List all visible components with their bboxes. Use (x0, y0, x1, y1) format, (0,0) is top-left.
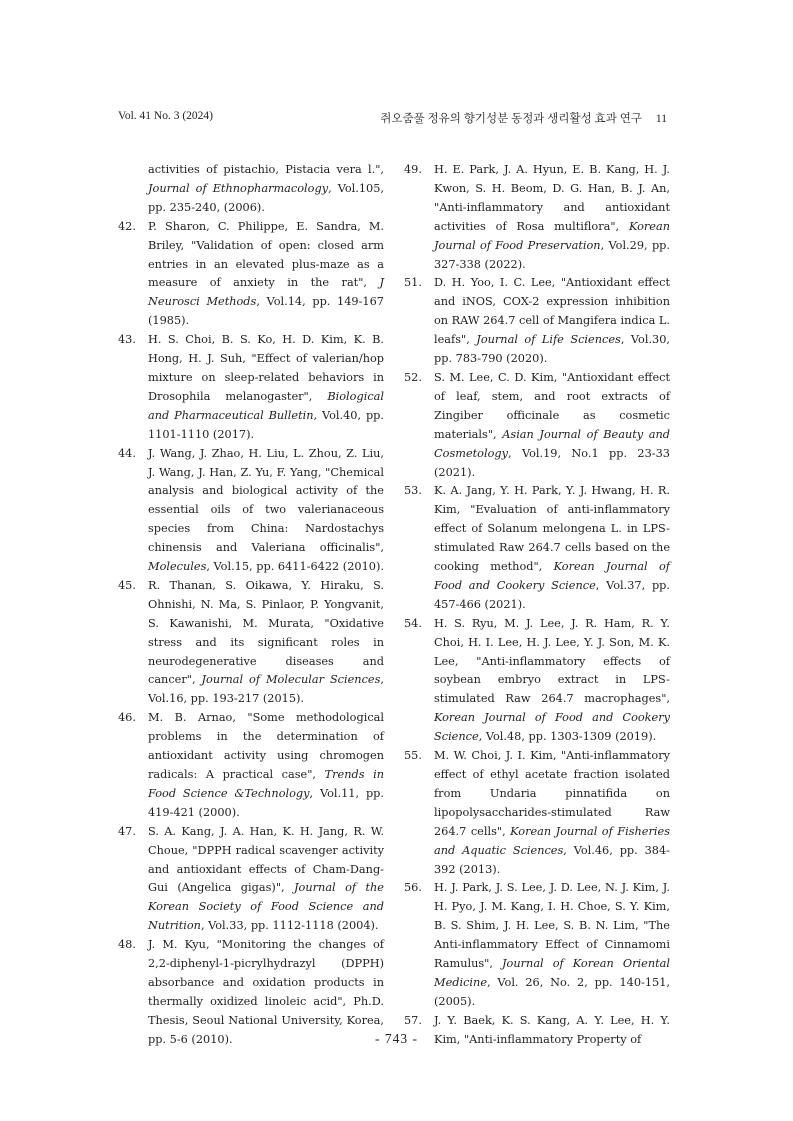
reference-details: , Vol.11, pp. 419-421 (2000). (148, 786, 385, 819)
journal-name: Asian Journal of Beauty and Cosmetology (434, 427, 671, 460)
reference-number: 49. (404, 163, 422, 176)
reference-text: J. Y. Baek, K. S. Kang, A. Y. Lee, H. Y. Kim, "Anti-inflammatory Property of (434, 1013, 670, 1046)
reference-details: , Vol.46, pp. 384-392 (2013). (434, 843, 670, 876)
journal-name: Trends in Food Science &Technology (148, 768, 385, 800)
reference-text: H. S. Choi, B. S. Ko, H. D. Kim, K. B. Hong, H. J. Suh, "Effect of valerian/hop mixture on sleep-related behaviors in Drosophila melanogaster", (148, 333, 384, 403)
reference-entry (404, 615, 670, 747)
reference-text: H. J. Park, J. S. Lee, J. D. Lee, N. J. Kim, J. H. Pyo, J. M. Kang, I. H. Choe, S. Y. Kim, B. S. Shim, J. H. Lee, S. B. N. Lim, "The Anti-inflammatory Effect of Cinnamomi Ramulus", (434, 881, 670, 971)
reference-entry (118, 218, 384, 331)
reference-entry (118, 709, 384, 822)
page-number: - 743 - (375, 1031, 418, 1046)
reference-details: , Vol.30, pp. 783-790 (2020). (434, 333, 671, 366)
reference-number: 57. (404, 1013, 422, 1027)
journal-name: Korean Journal of Food Preservation (434, 219, 670, 252)
references-left-column (118, 161, 384, 1050)
reference-text: P. Sharon, C. Philippe, E. Sandra, M. Briley, "Validation of open: closed arm entries in an elevated plus-maze as a measure of anxiety in the rat", (148, 219, 384, 290)
article-running-title (380, 110, 667, 126)
reference-entry (404, 274, 670, 369)
reference-number: 51. (404, 276, 422, 290)
journal-name: Journal of Korean Oriental Medicine (434, 957, 670, 989)
reference-number: 45. (118, 578, 136, 592)
reference-number: 42. (118, 219, 136, 233)
reference-details: , Vol.48, pp. 1303-1309 (2019). (478, 730, 657, 744)
reference-details: , Vol.33, pp. 1112-1118 (2004). (200, 919, 379, 933)
reference-number: 44. (118, 446, 136, 460)
running-header (118, 110, 667, 126)
reference-entry (118, 161, 384, 218)
journal-name: Korean Journal of Fisheries and Aquatic Sciences (434, 824, 670, 857)
journal-name: Molecules (148, 560, 207, 574)
journal-volume: Vol. 41 No. 3 (2024) (118, 110, 213, 122)
reference-number: 52. (404, 370, 422, 384)
reference-entry (404, 161, 670, 274)
reference-entry (404, 369, 670, 482)
references-right-column (404, 161, 670, 1050)
journal-name: Korean Journal of Food and Cookery Science (434, 560, 670, 592)
reference-text: R. Thanan, S. Oikawa, Y. Hiraku, S. Ohnishi, N. Ma, S. Pinlaor, P. Yongvanit, S. Kawanishi, M. Murata, "Oxidative stress and its significant roles in neurodegenerative diseases and cancer", (148, 578, 384, 687)
journal-name: Journal of Ethnopharmacology (148, 181, 329, 195)
reference-entry (118, 577, 384, 709)
reference-details: , Vol.19, No.1 pp. 23-33 (2021). (434, 446, 670, 479)
reference-details: , Vol. 26, No. 2, pp. 140-151, (2005). (434, 975, 670, 1008)
reference-entry (118, 445, 384, 577)
reference-number: 43. (118, 333, 136, 347)
reference-details: , Vol.40, pp. 1101-1110 (2017). (148, 408, 384, 441)
reference-text: M. B. Arnao, "Some methodological problems in the determination of antioxidant activity using chromogen radicals: A practical case", (148, 711, 384, 781)
journal-name: Journal of Molecular Sciences (201, 673, 381, 687)
reference-entry (118, 331, 384, 444)
reference-text: M. W. Choi, J. I. Kim, "Anti-inflammatory effect of ethyl acetate fraction isolated from Undaria pinnatifida on lipopolysaccharides-stimulated Raw 264.7 cells", (434, 749, 670, 838)
journal-name: J Neurosci Methods (148, 276, 384, 309)
reference-entry (404, 482, 670, 614)
reference-details: , Vol.37, pp. 457-466 (2021). (434, 578, 670, 611)
article-title: 쥐오줌풀 정유의 향기성분 동정과 생리활성 효과 연구 (380, 113, 642, 125)
reference-text: activities of pistachio, Pistacia vera l.", (148, 163, 384, 176)
reference-details: , Vol.29, pp. 327-338 (2022). (434, 238, 671, 271)
reference-entry (404, 879, 670, 1011)
reference-number: 48. (118, 938, 136, 952)
reference-text: S. A. Kang, J. A. Han, K. H. Jang, R. W. Choue, "DPPH radical scavenger activity and antioxidant effects of Cham-Dang-Gui (Angelica gigas)", (148, 824, 384, 895)
journal-name: Korean Journal of Food and Cookery Science (434, 711, 670, 744)
header-page-number: 11 (655, 113, 667, 125)
reference-text: H. E. Park, J. A. Hyun, E. B. Kang, H. J. Kwon, S. H. Beom, D. G. Han, B. J. An, "Anti-inflammatory and antioxidant activities of Rosa multiflora", (434, 163, 670, 233)
reference-number: 55. (404, 749, 422, 763)
reference-number: 56. (404, 881, 422, 895)
reference-text: J. Wang, J. Zhao, H. Liu, L. Zhou, Z. Liu, J. Wang, J. Han, Z. Yu, F. Yang, "Chemical analysis and biological activity of the essential oils of two valerianaceous species from China: Nardostachys chinensis and Valeriana officinalis", (148, 446, 384, 555)
reference-text: D. H. Yoo, I. C. Lee, "Antioxidant effect and iNOS, COX-2 expression inhibition on RAW 264.7 cell of Mangifera indica L. leafs", (434, 276, 670, 347)
reference-number: 54. (404, 616, 422, 630)
journal-name: Journal of Life Sciences (476, 333, 621, 347)
reference-text: S. M. Lee, C. D. Kim, "Antioxidant effect of leaf, stem, and root extracts of Zingiber officinale as cosmetic materials", (434, 370, 670, 441)
reference-number: 47. (118, 824, 136, 838)
reference-number: 46. (118, 711, 136, 725)
reference-details: , Vol.16, pp. 193-217 (2015). (148, 673, 384, 706)
reference-text: K. A. Jang, Y. H. Park, Y. J. Hwang, H. R. Kim, "Evaluation of anti-inflammatory effect of Solanum melongena L. in LPS-stimulated Raw 264.7 cells based on the cooking method", (434, 484, 670, 574)
reference-details: , Vol.15, pp. 6411-6422 (2010). (206, 560, 384, 574)
reference-text: J. M. Kyu, "Monitoring the changes of 2,2-diphenyl-1-picrylhydrazyl (DPPH) absorbance and oxidation products in thermally oxidized linoleic acid", Ph.D. Thesis, Seoul National University, Korea, pp. 5-6 (2010). (148, 938, 384, 1046)
reference-text: H. S. Ryu, M. J. Lee, J. R. Ham, R. Y. Choi, H. I. Lee, H. J. Lee, Y. J. Son, M. K. Lee, "Anti-inflammatory effects of soybean embryo extract in LPS-stimulated Raw 264.7 macrophages", (434, 616, 670, 706)
journal-name: Journal of the Korean Society of Food Science and Nutrition (148, 881, 384, 933)
reference-entry (118, 823, 384, 936)
reference-entry (404, 747, 670, 879)
reference-number: 53. (404, 484, 422, 498)
reference-details: , Vol.14, pp. 149-167 (1985). (148, 295, 384, 328)
journal-name: Biological and Pharmaceutical Bulletin (148, 389, 384, 422)
reference-details: , Vol.105, pp. 235-240, (2006). (148, 181, 384, 214)
